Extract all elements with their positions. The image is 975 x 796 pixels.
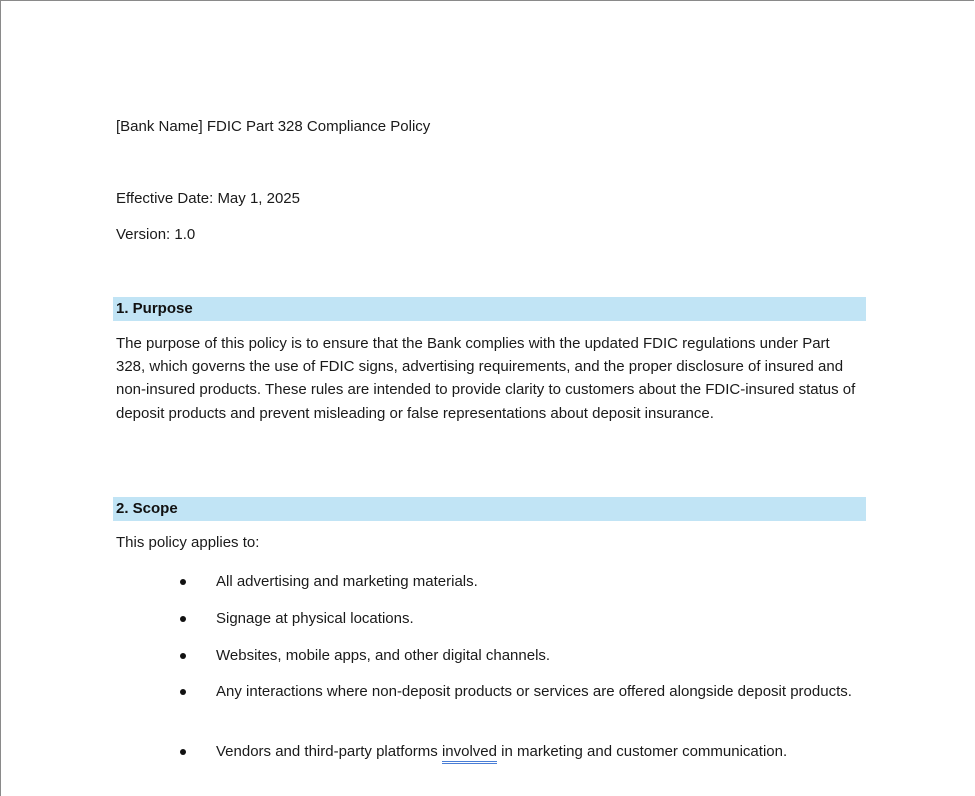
list-item-text: Any interactions where non-deposit products or services are offered alongside deposit products.: [216, 683, 852, 700]
bullet-icon: [180, 616, 186, 622]
bullet-icon: [180, 579, 186, 585]
list-item[interactable]: [216, 570, 856, 593]
section-heading-purpose[interactable]: 1. Purpose: [113, 297, 866, 321]
bullet-icon: [180, 653, 186, 659]
list-item-text: All advertising and marketing materials.: [216, 573, 478, 590]
version-line[interactable]: Version: 1.0: [116, 226, 196, 243]
bullet-icon: [180, 749, 186, 755]
proofing-flagged-word[interactable]: involved: [442, 742, 497, 764]
effective-date[interactable]: Effective Date: May 1, 2025: [116, 190, 300, 207]
list-item[interactable]: [216, 680, 856, 703]
scope-intro[interactable]: This policy applies to:: [116, 534, 260, 551]
bullet-icon: [180, 689, 186, 695]
list-item[interactable]: [216, 607, 856, 630]
purpose-paragraph[interactable]: The purpose of this policy is to ensure that the Bank complies with the updated FDIC regulations under Part 328, which governs the use of FDIC signs, advertising requirements, and the proper disclosure of insured and non-insured products. These rules are intended to provide clarity to customers about the FDIC-insured status of deposit products and prevent misleading or false representations about deposit insurance.: [116, 335, 856, 422]
list-item[interactable]: [216, 644, 856, 667]
list-item-text: Signage at physical locations.: [216, 610, 414, 627]
section-heading-scope[interactable]: 2. Scope: [113, 497, 866, 521]
list-item[interactable]: [216, 740, 856, 764]
document-title[interactable]: [Bank Name] FDIC Part 328 Compliance Policy: [116, 118, 431, 135]
list-item-text-after: in marketing and customer communication.: [497, 743, 788, 760]
list-item-text-before: Vendors and third-party platforms: [216, 743, 442, 760]
list-item-text: Websites, mobile apps, and other digital channels.: [216, 647, 551, 664]
